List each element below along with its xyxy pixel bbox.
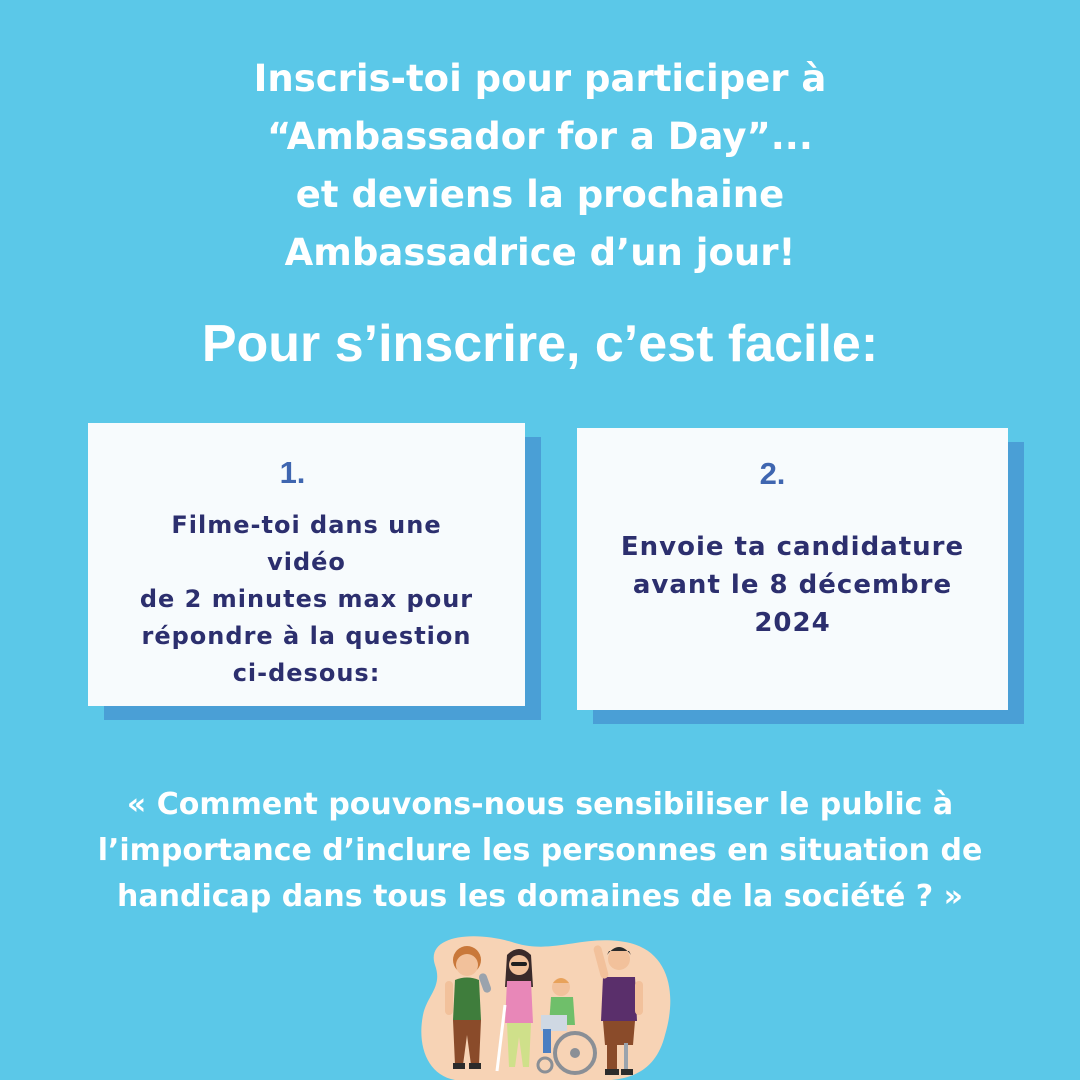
- question-line: l’importance d’inclure les personnes en situation de: [97, 833, 983, 868]
- intro-line: Inscris-toi pour participer à: [253, 57, 827, 100]
- step-number: 1.: [279, 455, 306, 490]
- question-quote: [0, 782, 1080, 920]
- step-line: ci-desous:: [232, 659, 381, 687]
- step-line: 2024: [754, 608, 831, 638]
- page-subtitle: Pour s’inscrire, c’est facile:: [201, 315, 879, 373]
- question-line: « Comment pouvons-nous sensibiliser le public à: [126, 787, 954, 822]
- step-line: Envoie ta candidature: [620, 532, 965, 562]
- intro-line: et deviens la prochaine: [295, 173, 785, 216]
- step-card-1: [88, 423, 525, 706]
- step-line: répondre à la question: [141, 622, 472, 650]
- question-line: handicap dans tous les domaines de la société ? »: [117, 879, 963, 914]
- step-description: [88, 507, 525, 692]
- step-line: vidéo: [267, 548, 346, 576]
- step-card-2: [577, 428, 1008, 710]
- step-description: [577, 528, 1008, 642]
- intro-heading: [0, 50, 1080, 282]
- intro-line: “Ambassador for a Day”...: [267, 115, 813, 158]
- step-line: de 2 minutes max pour: [139, 585, 474, 613]
- step-line: avant le 8 décembre: [632, 570, 953, 600]
- step-number: 2.: [759, 456, 786, 491]
- intro-line: Ambassadrice d’un jour!: [284, 231, 796, 274]
- diverse-people-with-disabilities-illustration-icon: [415, 925, 675, 1080]
- step-line: Filme-toi dans une: [171, 511, 442, 539]
